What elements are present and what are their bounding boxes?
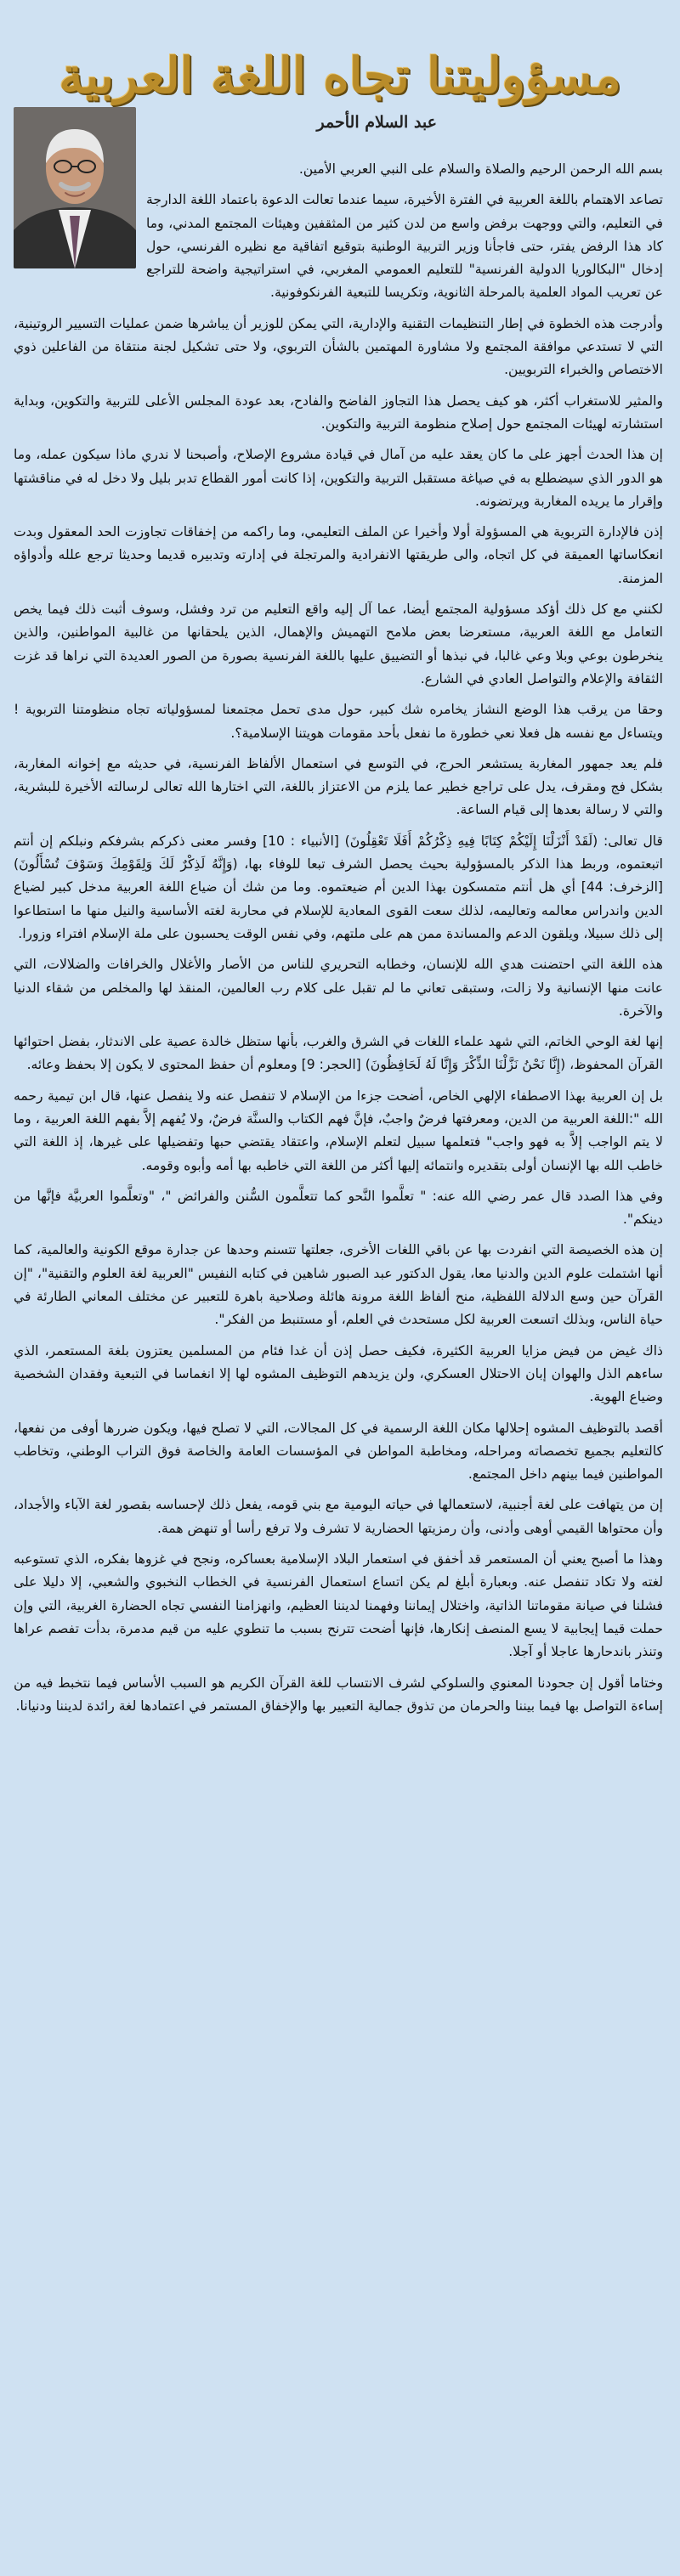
article-paragraph: أقصد بالتوظيف المشوه إحلالها مكان اللغة الرسمية في كل المجالات، التي لا تصلح فيها، ويكون ضررها أوفى من نفعها، كالتعليم بجميع تخصصاته ومراحله، ومخاطبة المواطن في المؤسسات العامة والخاصة فوق التراب الوطني، وتخاطب المواطنين فيما بينهم داخل المجتمع.: [14, 1420, 663, 1483]
article-paragraph: والمثير للاستغراب أكثر، هو كيف يحصل هذا التجاوز الفاضح والفادح، بعد عودة المجلس الأعلى للتربية والتكوين، وبداية استشارته لهيئات المجتمع حول إصلاح منظومة التربية والتكوين.: [14, 393, 663, 432]
article-paragraph: وفي هذا الصدد قال عمر رضي الله عنه: " تعلَّموا النَّحو كما تتعلَّمون السُّنن والفرائض "، "وتعلَّموا العربيَّة فإنَّها من دينكم".: [14, 1188, 663, 1228]
article-paragraph: إنها لغة الوحي الخاتم، التي شهد علماء اللغات في الشرق والغرب، بأنها ستظل خالدة عصية على الاندثار، بفضل احتوائها القرآن المحفوظ، (إِنَّا نَحْنُ نَزَّلْنَا الذِّكْرَ وَإِنَّا لَهُ لَحَافِظُونَ) [الحجر: 9] ومعلوم أن حفظ المحتوى لا يكون إلا بحفظ وعائه.: [14, 1034, 663, 1073]
article-paragraph: ذاك غيض من فيض مزايا العربية الكثيرة، فكيف حصل إذن أن غدا فئام من المسلمين يعتزون بلغة المستعمر، الذي ساءهم الذل والهوان إبان الاحتلال العسكري، ولن يزيدهم التوظيف المشوه لها إلا انغماسا في التبعية وفقدان الشخصية وضياع الهوية.: [14, 1342, 663, 1405]
article-body: [14, 158, 663, 1726]
article-paragraph: لكنني مع كل ذلك أؤكد مسؤولية المجتمع أيضا، عما آل إليه واقع التعليم من ترد وفشل، وسوف أثبت ذلك فيما يخص التعامل مع اللغة العربية، مستعرضا بعض ملامح التهميش والإهمال، الذين يلحقانها من غالبية المواطنين، والذين ينخرطون بوعي وبلا وعي غالبا، في نبذها أو التضييق عليها باللغة الفرنسية بصورة من الصور العديدة التي نراها قد غزت الثقافة والإعلام والتواصل العادي في الشارع.: [14, 602, 663, 686]
article-paragraph: إن هذا الحدث أجهز على ما كان يعقد عليه من آمال في قيادة مشروع الإصلاح، وأصبحنا لا ندري ماذا سيكون عمله، وما هو الدور الذي سيضطلع به في صياغة مستقبل التربية والتكوين، إذا كانت أمور القطاع تدبر بليل ولا دخل له في مناقشتها وإقرار ما يريده المغاربة ويرتضونه.: [14, 447, 663, 509]
article-paragraph: قال تعالى: (لَقَدْ أَنْزَلْنَا إِلَيْكُمْ كِتَابًا فِيهِ ذِكْرُكُمْ أَفَلَا تَعْقِلُونَ) [الأنبياء : 10] وفسر معنى ذكركم بشرفكم ونبلكم إن أنتم اتبعتموه، وربط هذا الذكر بالمسؤولية بحيث يحصل الشرف تبعا للوفاء بها، (وَإِنَّهُ لَذِكْرٌ لَكَ وَلِقَوْمِكَ وَسَوْفَ تُسْأَلُونَ) [الزخرف: 44] أي هل أنتم متمسكون بهذا الدين أم ضيعتموه. وما من شك أن ضياع اللغة العربية مدخل كبير لضياع الدين واندراس معالمه وتعاليمه، لذلك سعت القوى المعادية للإسلام في محاربة لغته الأساسية والنيل منها ما استطاعوا إلى ذلك سبيلا، ويلقون الدعم والمساندة ممن هم على ملتهم، وفي نفس الوقت يحسبون على ملة الإسلام افتراء وزورا.: [14, 833, 663, 941]
article-title: مسؤوليتنا تجاه اللغة العربية: [59, 46, 621, 105]
article-paragraph: فلم يعد جمهور المغاربة يستشعر الحرج، في التوسع في استعمال الألفاظ الفرنسية، في حديثه مع إخوانه المغاربة، بشكل فج ومقرف، يدل على تراجع خطير عما يلزم من الاعتزاز باللغة، التي اختارها الله تعالى لرسالته الأخيرة للبشرية، والتي لا رسالة بعدها إلى قيام الساعة.: [14, 755, 663, 818]
article-paragraph: إن من يتهافت على لغة أجنبية، لاستعمالها في حياته اليومية مع بني قومه، يفعل ذلك لإحساسه بقصور لغة الآباء والأجداد، وأن محتواها القيمي أوهى وأدنى، وأن رمزيتها الحضارية لا تشرف ولا ترفع رأسا أو تنهض همة.: [14, 1497, 663, 1536]
article-paragraph: وأدرجت هذه الخطوة في إطار التنظيمات التقنية والإدارية، التي يمكن للوزير أن يباشرها ضمن عمليات التسيير الروتينية، التي لا تستدعي موافقة المجتمع ولا مشاورة المهتمين بالشأن التربوي، ولا حتى تشكيل لجنة منتقاة من الفاعلين ذوي الاختصاص والخبراء التربويين.: [14, 315, 663, 378]
article-paragraph: هذه اللغة التي احتضنت هدي الله للإنسان، وخطابه التحريري للناس من الأصار والأغلال والخرافات والضلالات، التي عانت منها الإنسانية ولا زالت، وستبقى تعاني ما لم تقبل على كلام رب العالمين، المنقذ لها والمخلص من شقاء الدنيا والآخرة.: [14, 957, 663, 1019]
author-name: عبد السلام الأحمر: [316, 113, 437, 132]
article-paragraph: إذن فالإدارة التربوية هي المسؤولة أولا وأخيرا عن الملف التعليمي، وما راكمه من إخفاقات تجاوزت الحد المعقول وبدت انعكاساتها العميقة في كل اتجاه، والى طريقتها الانفرادية والمرتجلة في إدارته وتدبيره قديما وحديثا ترجع علله وأدواؤه المزمنة.: [14, 524, 663, 586]
article-paragraph: بل إن العربية بهذا الاصطفاء الإلهي الخاص، أضحت جزءا من الإسلام لا تنفصل عنه ولا ينفصل عنها، قال ابن تيمية رحمه الله ":اللغة العربية من الدين، ومعرفتها فرضٌ واجبٌ، فإنَّ فهم الكتاب والسنَّة فرضٌ، ولا يُفهم إلاَّ بفهم اللغة العربية ، وما لا يتم الواجب إلاَّ به فهو واجب" فتعلمها سبيل لتعلم الإسلام، واعتقاد يقتضي حبها وتفضيلها على غيرها، إذ اللغة التي خاطب الله بها الإنسان أولى بتقديره وانتمائه إليها أكثر من اللغة التي خاطبه بها أمه وأبوه وقومه.: [14, 1087, 663, 1173]
article-paragraph: وختاما أقول إن جحودنا المعنوي والسلوكي لشرف الانتساب للغة القرآن الكريم هو السبب الأساس فيما نتخبط فيه من إساءة التواصل بها فيما بيننا والحرمان من تذوق جمالية التعبير بها والإخفاق المستمر في اعتمادها لغة رائدة لديننا ودنيانا.: [14, 1675, 663, 1714]
article-paragraph: بسم الله الرحمن الرحيم والصلاة والسلام على النبي العربي الأمين.: [298, 161, 663, 177]
article-paragraph: إن هذه الخصيصة التي انفردت بها عن باقي اللغات الأخرى، جعلتها تتسنم وحدها عن جدارة موقع الكونية والعالمية، كما أنها اشتملت علوم الدين والدنيا معا، يقول الدكتور عبد الصبور شاهين في كتابه النفيس "العربية لغة العلوم والتقنية"، "إن القرآن حين وسع الدلالة اللفظية، منح ألفاظ اللغة مرونة هائلة وصلاحية باهرة للتعبير عن مختلف المعاني الطارئة في حياة الناس، وبذلك اتسعت العربية لكل مستحدث في العلم، أو مستنبط من الفكر".: [14, 1242, 663, 1328]
article-paragraph: وحقا من يرقب هذا الوضع النشاز يخامره شك كبير، حول مدى تحمل مجتمعنا لمسؤولياته تجاه منظومتنا التربوية ! ويتساءل مع نفسه هل فعلا نعي خطورة ما نفعل بأحد مقومات هويتنا الإسلامية؟.: [14, 702, 663, 741]
article-paragraph: تصاعد الاهتمام باللغة العربية في الفترة الأخيرة، سيما عندما تعالت الدعوة باعتماد اللغة الدارجة في التعليم، والتي ووجهت برفض واسع من لدن كثير من المثقفين وهيئات المجتمع المدني، وما كاد هذا الرفض يفتر، حتى فاجأنا وزير التربية الوطنية بتوقيع اتفاقية مع نظيره الفرنسي، حول إدخال "البكالوريا الدولية الفرنسية" للتعليم العمومي المغربي، في استراتيجية واضحة للتراجع عن تعريب المواد العلمية بالمرحلة الثانوية، وتكريسا للتبعية الفرنكوفونية.: [146, 192, 663, 301]
article-paragraph: وهذا ما أصبح يعني أن المستعمر قد أخفق في استعمار البلاد الإسلامية بعساكره، ونجح في غزوها بفكره، الذي تستوعبه لغته ولا تكاد تنفصل عنه. وبعبارة أبلغ لم يكن اتساع استعمال الفرنسية في الخطاب النخبوي والشعبي، إلا دليلا على فشلنا في صيانة مقوماتنا الذاتية، واختلال إيماننا وفهمنا لديننا العظيم، وانهزامنا النفسي تجاه الحضارة الغربية، التي وإن حملت قيما إيجابية لا يسع المنصف إنكارها، فإنها أضحت تترنح بسبب ما تنطوي عليه من قيم مدمرة، بدأت تفصم عراها وتنذر باندحارها عاجلا أو آجلا.: [14, 1551, 663, 1660]
